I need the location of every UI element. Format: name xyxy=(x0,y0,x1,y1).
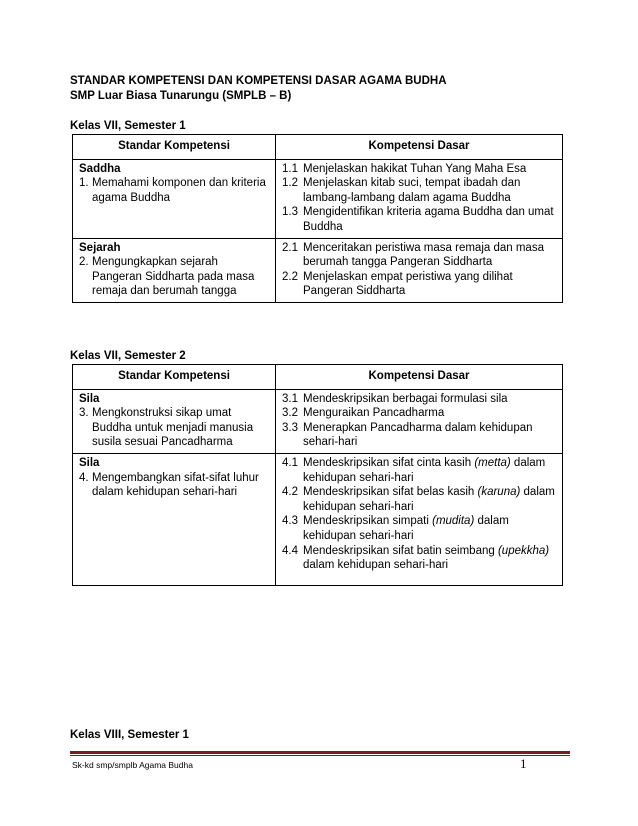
page-number: 1 xyxy=(520,756,527,771)
title-line-2: SMP Luar Biasa Tunarungu (SMPLB – B) xyxy=(70,90,292,102)
kd-item xyxy=(282,241,558,270)
kd-item xyxy=(282,485,558,514)
kd-number: 3.3 xyxy=(282,421,298,434)
kd-text: Mendeskripsikan berbagai formulasi sila xyxy=(303,392,508,405)
standar-kompetensi-cell xyxy=(73,159,276,238)
kd-item xyxy=(282,421,558,450)
sk-number: 3. xyxy=(79,407,89,420)
kd-text: Mendeskripsikan sifat batin seimbang xyxy=(303,544,498,557)
kelas-heading: Kelas VII, Semester 1 xyxy=(70,120,186,132)
kompetensi-dasar-cell xyxy=(276,159,563,238)
kd-number: 2.2 xyxy=(282,270,298,283)
competency-table xyxy=(72,364,563,586)
kd-text: Mendeskripsikan simpati xyxy=(303,515,433,528)
table-row xyxy=(73,453,563,585)
kd-number: 3.1 xyxy=(282,392,298,405)
header-standar-kompetensi: Standar Kompetensi xyxy=(73,365,276,390)
sk-number: 2. xyxy=(79,256,89,269)
footer-text: Sk-kd smp/smplb Agama Budha xyxy=(72,760,193,770)
kd-item xyxy=(282,270,558,299)
kd-item xyxy=(282,514,558,543)
kd-number: 4.2 xyxy=(282,486,298,499)
kd-number: 4.3 xyxy=(282,515,298,528)
kelas-heading: Kelas VII, Semester 2 xyxy=(70,350,186,362)
kd-text: dalam kehidupan sehari-hari xyxy=(303,486,555,513)
standar-kompetensi-cell xyxy=(73,389,276,453)
footer-rule-thick xyxy=(70,751,570,754)
sk-text: Memahami komponen dan kriteria agama Buddha xyxy=(92,177,266,204)
competency-table xyxy=(72,134,563,303)
kd-number: 4.4 xyxy=(282,544,298,557)
kd-number: 1.2 xyxy=(282,177,298,190)
sk-item xyxy=(79,471,271,500)
kd-item xyxy=(282,205,558,234)
kd-text: dalam kehidupan sehari-hari xyxy=(303,559,449,572)
kd-text: Menjelaskan empat peristiwa yang dilihat Pangeran Siddharta xyxy=(303,270,513,298)
kd-text: dalam kehidupan sehari-hari xyxy=(303,515,509,542)
table-header-row xyxy=(73,135,563,160)
group-label: Saddha xyxy=(79,162,121,175)
header-standar-kompetensi: Standar Kompetensi xyxy=(73,135,276,160)
group-label: Sila xyxy=(79,456,100,469)
kd-item xyxy=(282,456,558,485)
kd-text: Menerapkan Pancadharma dalam kehidupan sehari-hari xyxy=(303,421,533,449)
kd-term: (karuna) xyxy=(477,486,521,499)
sk-item xyxy=(79,406,271,450)
standar-kompetensi-cell xyxy=(73,238,276,302)
kd-text: Menguraikan Pancadharma xyxy=(303,407,445,420)
kd-text: Menceritakan peristiwa masa remaja dan masa berumah tangga Pangeran Siddharta xyxy=(303,241,544,269)
kd-text: Menjelaskan hakikat Tuhan Yang Maha Esa xyxy=(303,162,527,175)
kd-number: 2.1 xyxy=(282,241,298,254)
kd-text: Mendeskripsikan sifat cinta kasih xyxy=(303,456,475,469)
kd-item xyxy=(282,544,558,573)
kd-text: Mengidentifikan kriteria agama Buddha dan umat Buddha xyxy=(303,206,554,233)
kompetensi-dasar-cell xyxy=(276,453,563,585)
sk-item xyxy=(79,176,271,205)
kompetensi-dasar-cell xyxy=(276,238,563,302)
table-row xyxy=(73,238,563,302)
kd-term: (upekkha) xyxy=(497,544,550,557)
standar-kompetensi-cell xyxy=(73,453,276,585)
kd-term: (metta) xyxy=(474,456,511,469)
document-title xyxy=(70,74,447,104)
kd-number: 1.3 xyxy=(282,206,298,219)
kd-number: 1.1 xyxy=(282,162,298,175)
kd-term: (mudita) xyxy=(432,515,475,528)
kd-item xyxy=(282,406,558,421)
kd-item xyxy=(282,392,558,407)
kd-item xyxy=(282,176,558,205)
header-kompetensi-dasar: Kompetensi Dasar xyxy=(276,365,563,390)
kd-text: Mendeskripsikan sifat belas kasih xyxy=(303,486,478,499)
sk-text: Mengungkapkan sejarah Pangeran Siddharta pada masa remaja dan berumah tangga xyxy=(92,256,255,298)
group-label: Sejarah xyxy=(79,241,121,254)
sk-number: 4. xyxy=(79,471,89,484)
sk-text: Mengkonstruksi sikap umat Buddha untuk menjadi manusia susila sesuai Pancadharma xyxy=(92,407,254,449)
kd-number: 4.1 xyxy=(282,456,298,469)
kelas-heading-viii: Kelas VIII, Semester 1 xyxy=(70,729,189,741)
kd-text: Menjelaskan kitab suci, tempat ibadah dan lambang-lambang dalam agama Buddha xyxy=(303,177,521,204)
kd-item xyxy=(282,162,558,177)
kompetensi-dasar-cell xyxy=(276,389,563,453)
table-row xyxy=(73,159,563,238)
sk-text: Mengembangkan sifat-sifat luhur dalam kehidupan sehari-hari xyxy=(92,471,259,499)
kd-text: dalam kehidupan sehari-hari xyxy=(303,456,546,484)
title-line-1: STANDAR KOMPETENSI DAN KOMPETENSI DASAR AGAMA BUDHA xyxy=(70,75,447,87)
sk-number: 1. xyxy=(79,177,89,190)
kd-number: 3.2 xyxy=(282,407,298,420)
footer-rule-thin xyxy=(70,755,570,756)
group-label: Sila xyxy=(79,392,100,405)
table-header-row xyxy=(73,365,563,390)
table-row xyxy=(73,389,563,453)
sk-item xyxy=(79,255,271,299)
header-kompetensi-dasar: Kompetensi Dasar xyxy=(276,135,563,160)
